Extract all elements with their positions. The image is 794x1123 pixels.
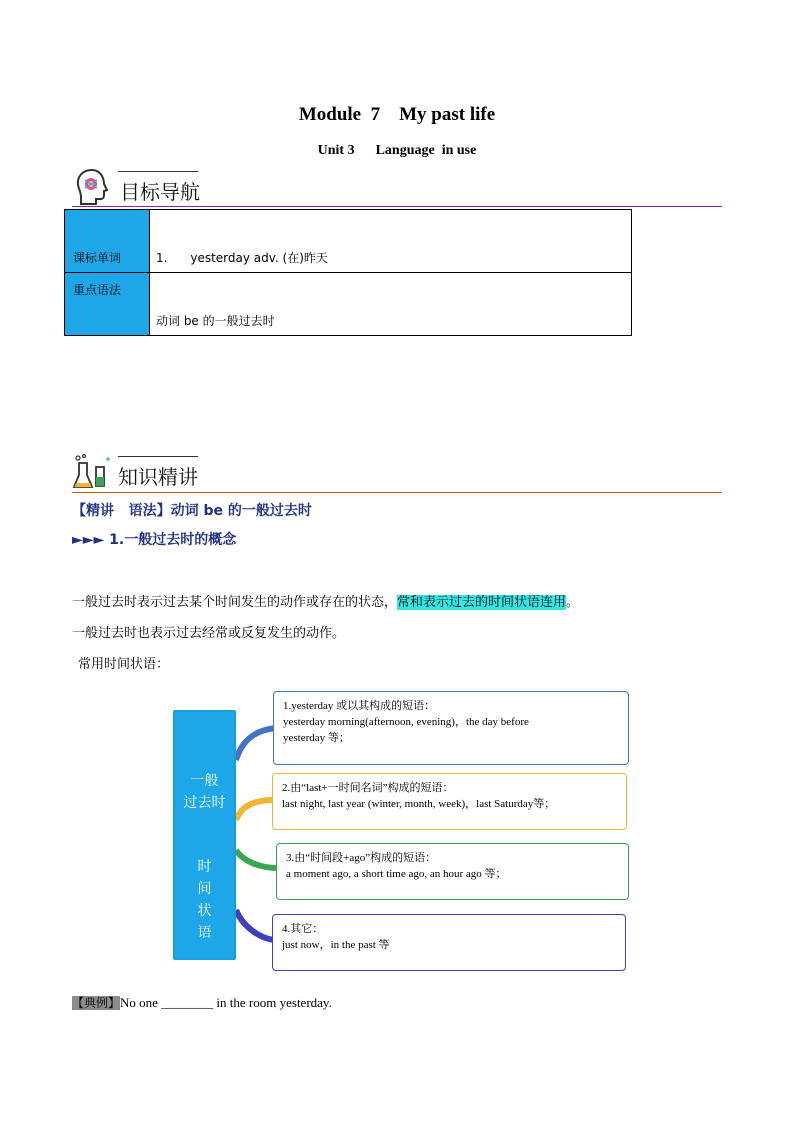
connector-2 [236,800,274,820]
main-line-2: 过去时 [183,795,226,811]
table-row [65,273,632,336]
example-text: No one ________ in the room yesterday. [120,995,332,1010]
box-line: yesterday morning(afternoon, evening)，the day before [283,716,529,728]
para1-highlight: 常和表示过去的时间状语连用 [397,595,567,610]
topic-heading: 【精讲 语法】动词 be 的一般过去时 [72,503,312,519]
box-line: a moment ago, a short time ago, an hour ago 等； [286,868,507,880]
section2-rule [72,492,722,493]
point-heading: ►►► 1.一般过去时的概念 [72,532,237,548]
paragraph-3: 常用时间状语： [78,657,170,672]
box-line: last night, last year (winter, month, week)，last Saturday等； [282,798,556,810]
box-line: just now，in the past 等 [282,939,390,951]
row-label: 重点语法 [65,273,150,336]
paragraph-1 [72,591,579,610]
connector-1 [236,728,276,760]
header-accent-rule [118,171,198,172]
row-label: 课标单词 [65,210,150,273]
objectives-table [64,209,632,336]
connector-3 [236,850,278,868]
diagram-box-4 [272,914,626,971]
box-line: 1.yesterday 或以其构成的短语： [283,700,436,712]
main-char: 语 [197,925,212,941]
brain-head-icon [72,166,112,206]
row-value: 动词 be 的一般过去时 [150,273,632,336]
main-char: 间 [197,881,212,897]
page-title: Module 7 My past life [298,104,496,125]
main-char: 时 [197,859,212,875]
table-row [65,210,632,273]
section1-header [72,166,722,210]
main-line-1: 一般 [190,773,219,789]
box-line: 3.由“时间段+ago”构成的短语： [286,852,437,864]
section2-header [72,453,722,493]
main-char: 状 [197,903,212,919]
page-subtitle: Unit 3 Language in use [317,143,477,158]
header-accent-rule [118,456,198,457]
example-line [72,994,332,1011]
diagram-box-2 [272,773,627,830]
section1-title: 目标导航 [120,180,200,204]
para1-text: 一般过去时表示过去某个时间发生的动作或存在的状态， [72,595,398,610]
box-line: 4.其它： [282,923,324,935]
box-line: 2.由“last+一时间名词”构成的短语： [282,782,454,794]
para1-end: 。 [566,595,580,610]
section1-rule [72,206,722,207]
example-tag: 【典例】 [72,996,121,1010]
box-line: yesterday 等； [283,732,350,744]
connector-4 [236,910,274,940]
section2-title: 知识精讲 [118,465,198,489]
diagram-box-1 [273,691,629,765]
main-concept-box [173,710,236,960]
diagram-box-3 [276,843,629,900]
row-value: 1. yesterday adv. (在)昨天 [150,210,632,273]
paragraph-2: 一般过去时也表示过去经常或反复发生的动作。 [72,626,346,641]
flask-icon [72,453,112,491]
